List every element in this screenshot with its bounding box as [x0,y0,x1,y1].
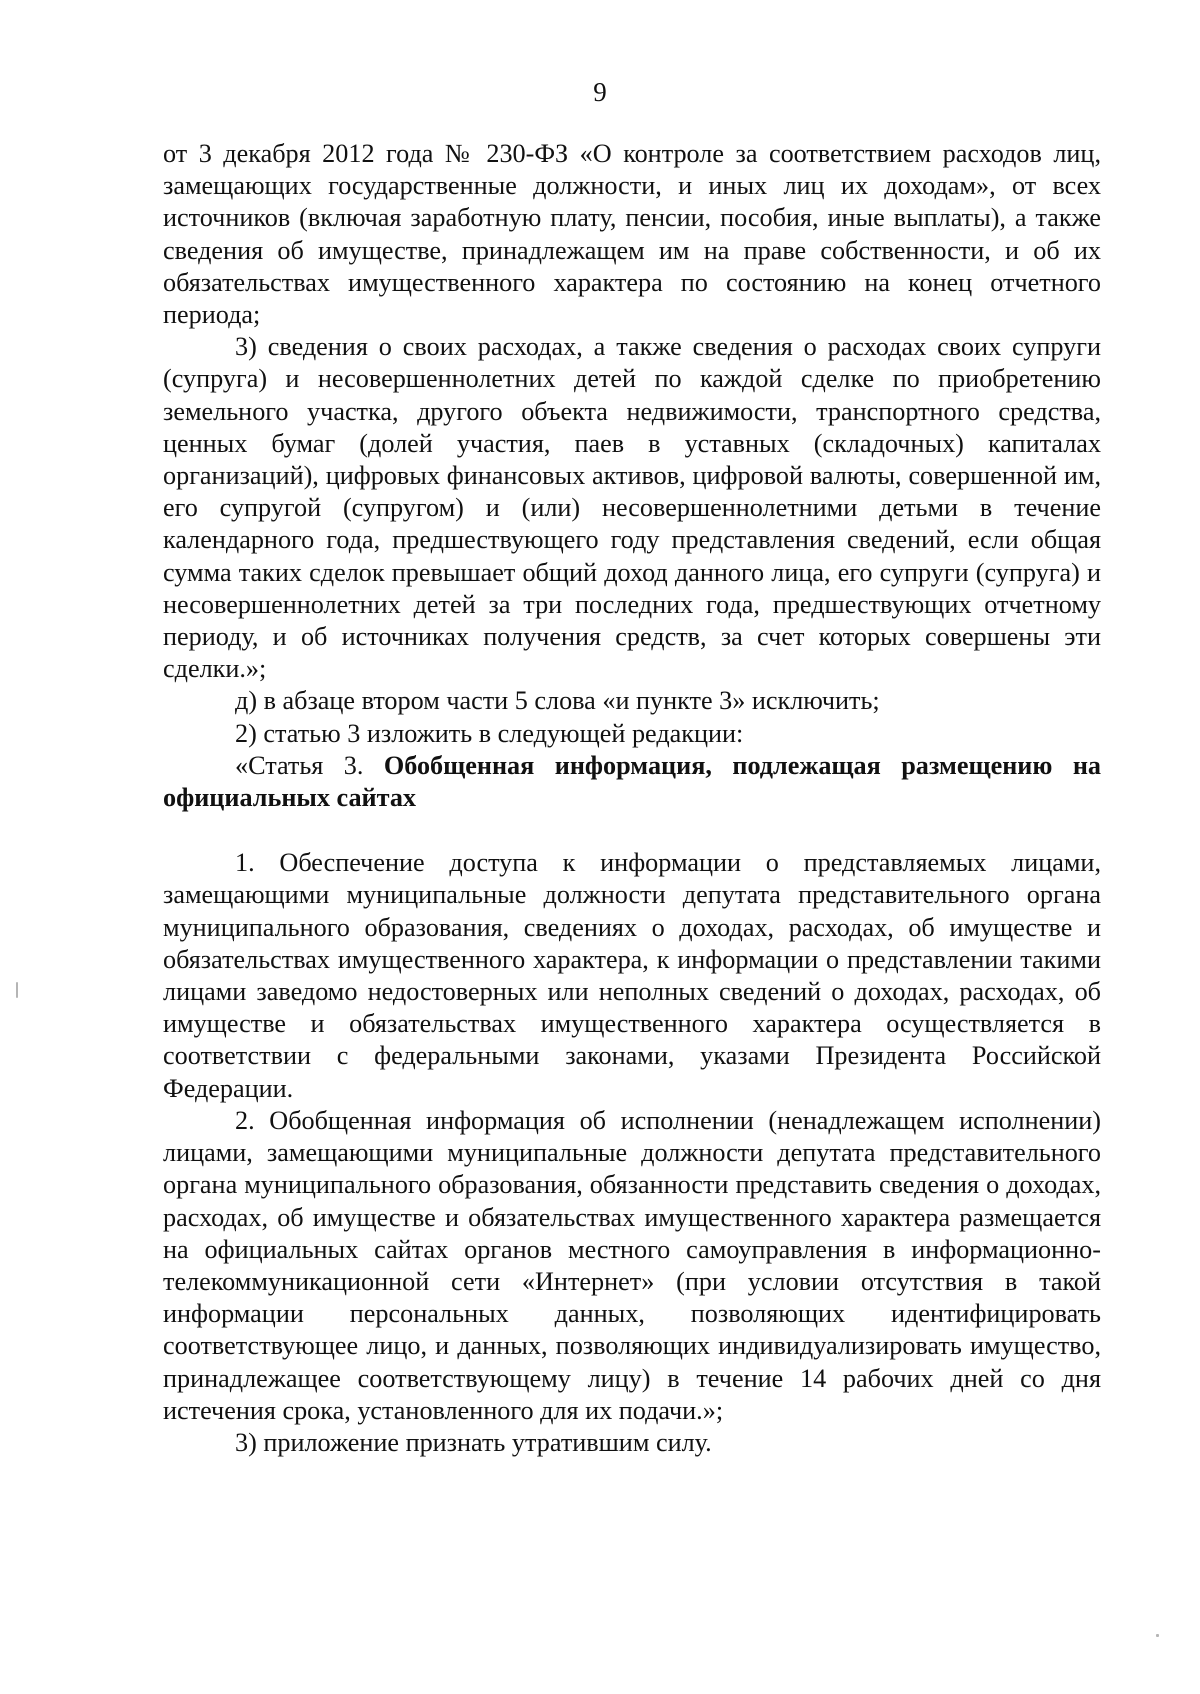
paragraph-article-part-1: 1. Обеспечение доступа к информации о представляемых лицами, замещающими муниципальные должности депутата представительного органа муниципального образования, сведениях о доходах, расходах, об имуществе и обязательствах имущественного характера, к информации о представлении такими лицами заведомо недостоверных или неполных сведений о доходах, расходах, об имуществе и обязательствах имущественного характера осуществляется в соответствии с федеральными законами, указами Президента Российской Федерации. [163,848,1101,1103]
scan-speck [16,982,18,998]
scan-speck [1156,1634,1159,1637]
paragraph-item-d: д) в абзаце втором части 5 слова «и пункте 3» исключить; [235,686,880,716]
document-body [163,138,1101,1459]
spacer [163,814,1101,847]
paragraph-item-2-article-3: 2) статью 3 изложить в следующей редакции: [235,718,744,748]
paragraph-continuation: от 3 декабря 2012 года № 230-ФЗ «О контроле за соответствием расходов лиц, замещающих государственные должности, и иных лиц их доходам», от всех источников (включая заработную плату, пенсии, пособия, иные выплаты), а также сведения об имуществе, принадлежащем им на праве собственности, и об их обязательствах имущественного характера по состоянию на конец отчетного периода; [163,139,1101,330]
paragraph-article-part-2: 2. Обобщенная информация об исполнении (ненадлежащем исполнении) лицами, замещающими муниципальные должности депутата представительного органа муниципального образования, обязанности представить сведения о доходах, расходах, об имуществе и обязательствах имущественного характера размещается на официальных сайтах органов местного самоуправления в информационно-телекоммуникационной сети «Интернет» (при условии отсутствия в такой информации персональных данных, позволяющих идентифицировать соответствующее лицо, и данных, позволяющих индивидуализировать имущество, принадлежащее соответствующему лицу) в течение 14 рабочих дней со дня истечения срока, установленного для их подачи.»; [163,1105,1101,1425]
article-heading [163,750,1101,814]
paragraph-item-3-expenses: 3) сведения о своих расходах, а также сведения о расходах своих супруги (супруга) и несовершеннолетних детей по каждой сделке по приобретению земельного участка, другого объекта недвижимости, транспортного средства, ценных бумаг (долей участия, паев в уставных (складочных) капиталах организаций), цифровых финансовых активов, цифровой валюты, совершенной им, его супругой (супругом) и (или) несовершеннолетними детьми в течение календарного года, предшествующего году представления сведений, если общая сумма таких сделок превышает общий доход данного лица, его супруги (супруга) и несовершеннолетних детей за три последних года, предшествующих отчетному периоду, и об источниках получения средств, за счет которых совершены эти сделки.»; [163,332,1101,684]
paragraph-item-3-appendix: 3) приложение признать утратившим силу. [235,1427,712,1457]
article-heading-prefix: «Статья 3. [235,750,384,780]
article-heading-title: Обобщенная информация, подлежащая размещению на официальных сайтах [163,750,1102,813]
page-number: 9 [593,77,607,107]
